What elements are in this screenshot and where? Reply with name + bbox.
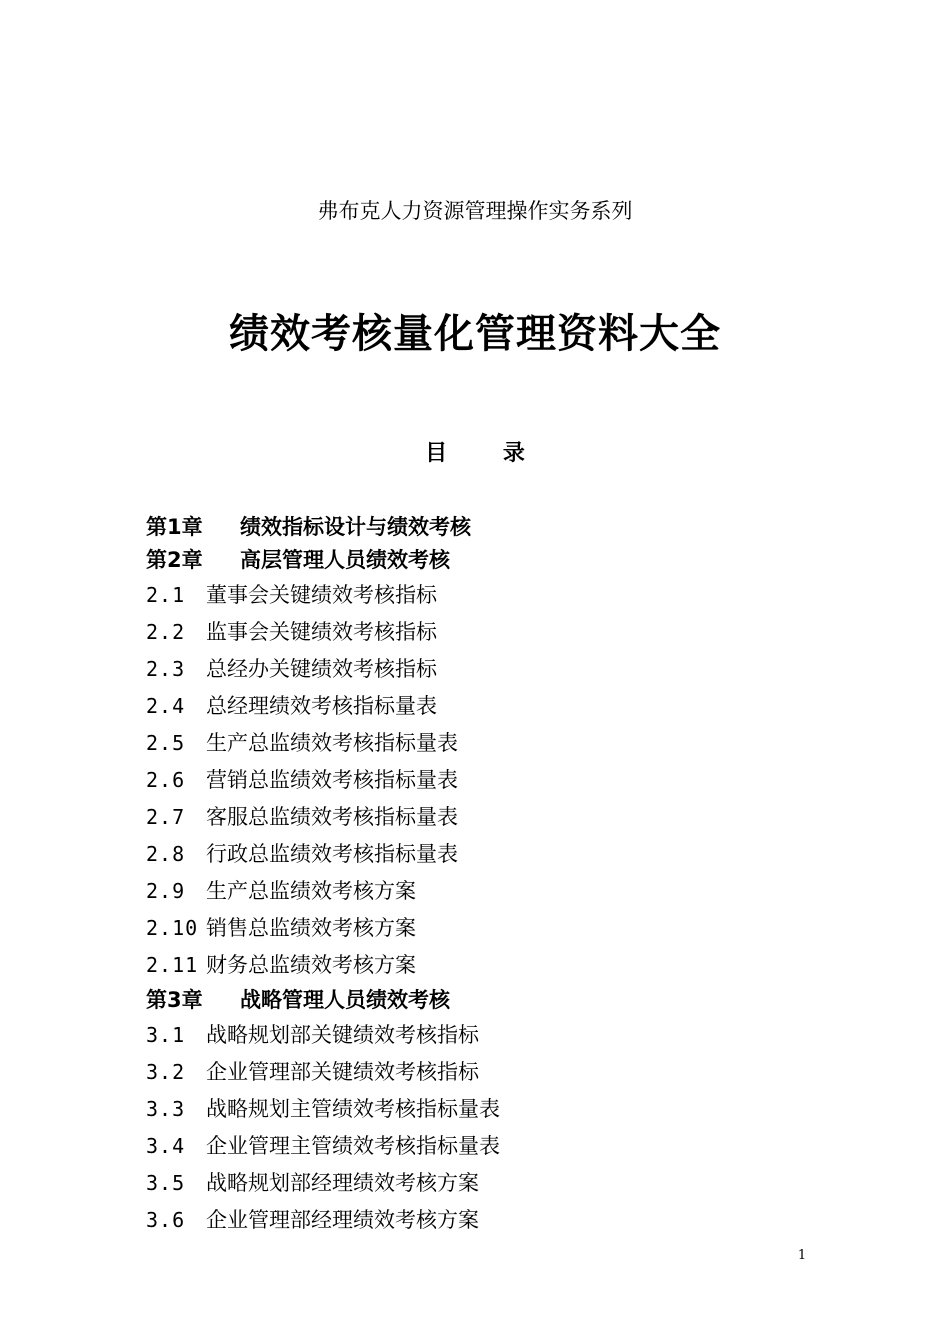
document-title: 绩效考核量化管理资料大全: [229, 311, 721, 357]
chapter-number: 第2章: [146, 548, 203, 572]
toc-item[interactable]: [146, 577, 846, 614]
item-number: 2.2: [146, 620, 186, 644]
toc-heading: 目 录: [425, 441, 549, 466]
item-number: 3.5: [146, 1171, 186, 1195]
toc-item[interactable]: [146, 1017, 846, 1054]
item-number: 2.9: [146, 879, 186, 903]
item-number: 3.6: [146, 1208, 186, 1232]
toc-item[interactable]: [146, 688, 846, 725]
toc-item[interactable]: [146, 1202, 846, 1239]
item-title: 生产总监绩效考核方案: [206, 879, 416, 903]
item-title: 总经理绩效考核指标量表: [206, 694, 437, 718]
item-number: 3.1: [146, 1023, 186, 1047]
item-number: 2.10: [146, 916, 199, 940]
toc-item[interactable]: [146, 725, 846, 762]
page-number: 1: [797, 1248, 807, 1263]
item-number: 2.11: [146, 953, 199, 977]
toc-chapter[interactable]: [146, 544, 846, 577]
toc-item[interactable]: [146, 1165, 846, 1202]
item-number: 2.6: [146, 768, 186, 792]
item-title: 监事会关键绩效考核指标: [206, 620, 437, 644]
item-number: 2.1: [146, 583, 186, 607]
item-title: 客服总监绩效考核指标量表: [206, 805, 458, 829]
toc-item[interactable]: [146, 1054, 846, 1091]
item-title: 总经办关键绩效考核指标: [206, 657, 437, 681]
item-title: 生产总监绩效考核指标量表: [206, 731, 458, 755]
toc-item[interactable]: [146, 1091, 846, 1128]
chapter-title: 高层管理人员绩效考核: [240, 548, 450, 572]
item-title: 销售总监绩效考核方案: [206, 916, 416, 940]
table-of-contents: [146, 511, 846, 1239]
item-number: 2.4: [146, 694, 186, 718]
toc-item[interactable]: [146, 910, 846, 947]
item-number: 3.2: [146, 1060, 186, 1084]
item-title: 董事会关键绩效考核指标: [206, 583, 437, 607]
toc-item[interactable]: [146, 799, 846, 836]
toc-item[interactable]: [146, 947, 846, 984]
item-title: 战略规划部经理绩效考核方案: [206, 1171, 479, 1195]
toc-item[interactable]: [146, 836, 846, 873]
item-title: 企业管理主管绩效考核指标量表: [206, 1134, 500, 1158]
item-title: 战略规划部关键绩效考核指标: [206, 1023, 479, 1047]
toc-item[interactable]: [146, 1128, 846, 1165]
chapter-title: 战略管理人员绩效考核: [240, 988, 450, 1012]
item-number: 3.3: [146, 1097, 186, 1121]
item-title: 战略规划主管绩效考核指标量表: [206, 1097, 500, 1121]
item-title: 财务总监绩效考核方案: [206, 953, 416, 977]
item-number: 2.8: [146, 842, 186, 866]
toc-chapter[interactable]: [146, 511, 846, 544]
item-number: 3.4: [146, 1134, 186, 1158]
toc-item[interactable]: [146, 614, 846, 651]
chapter-title: 绩效指标设计与绩效考核: [240, 515, 471, 539]
toc-item[interactable]: [146, 762, 846, 799]
item-number: 2.7: [146, 805, 186, 829]
chapter-number: 第1章: [146, 515, 203, 539]
series-title: 弗布克人力资源管理操作实务系列: [317, 199, 633, 223]
item-title: 行政总监绩效考核指标量表: [206, 842, 458, 866]
toc-item[interactable]: [146, 873, 846, 910]
item-number: 2.5: [146, 731, 186, 755]
toc-chapter[interactable]: [146, 984, 846, 1017]
toc-item[interactable]: [146, 651, 846, 688]
item-title: 企业管理部经理绩效考核方案: [206, 1208, 479, 1232]
item-title: 企业管理部关键绩效考核指标: [206, 1060, 479, 1084]
chapter-number: 第3章: [146, 988, 203, 1012]
item-title: 营销总监绩效考核指标量表: [206, 768, 458, 792]
item-number: 2.3: [146, 657, 186, 681]
